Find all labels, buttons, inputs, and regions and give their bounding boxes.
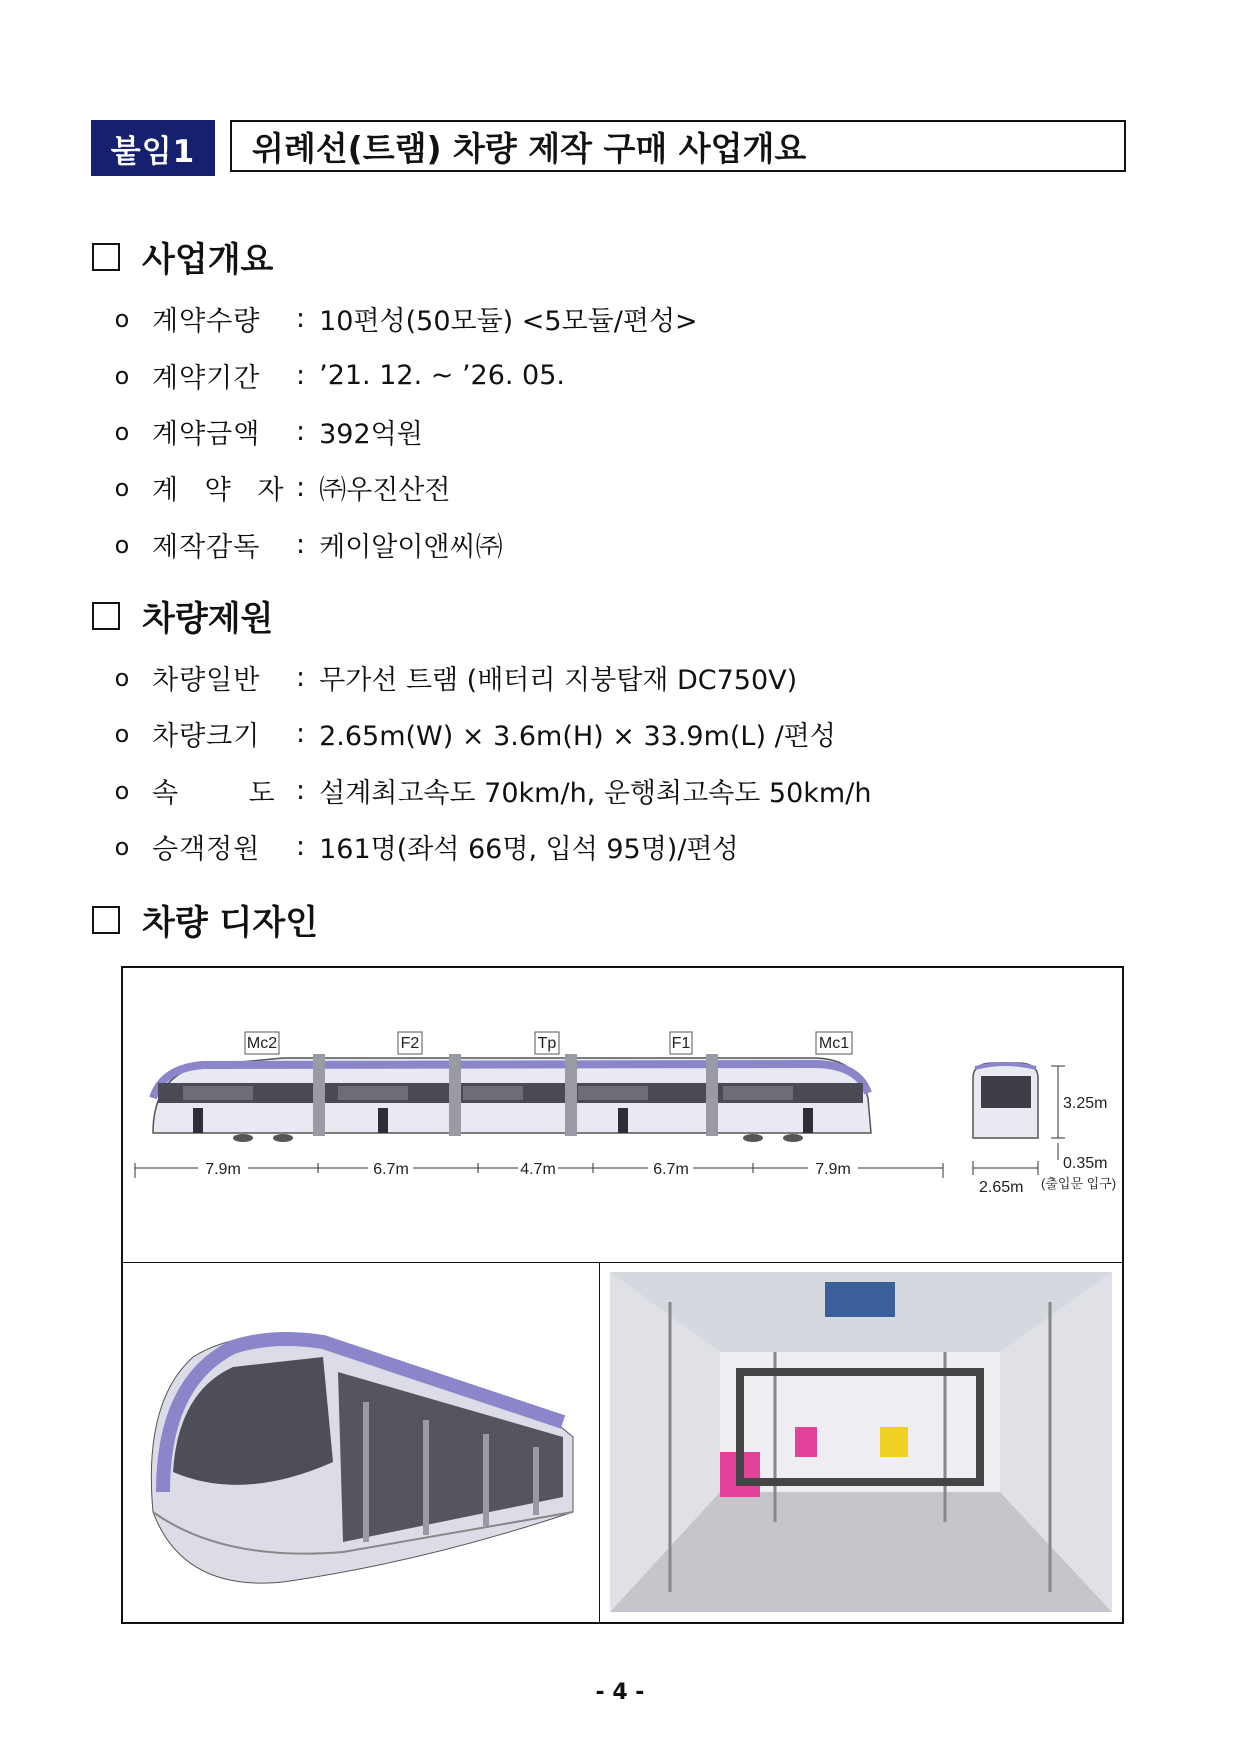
- page-title-text: 위례선(트램) 차량 제작 구매 사업개요: [252, 128, 807, 168]
- length-label: 4.7m: [520, 1161, 556, 1178]
- square-bullet-icon: [92, 906, 120, 934]
- tram-design-figure: [121, 966, 1124, 1624]
- item-label: 승객정원: [152, 834, 261, 865]
- circle-bullet-icon: o: [114, 473, 130, 502]
- front-step-note: (출입문 입구): [1041, 1176, 1117, 1191]
- list-item: [112, 412, 423, 451]
- item-value: 161명(좌석 66명, 입석 95명)/편성: [319, 834, 739, 865]
- item-label: 제작감독: [152, 532, 261, 563]
- list-item: [112, 827, 739, 866]
- item-value: 무가선 트램 (배터리 지붕탑재 DC750V): [319, 665, 798, 696]
- colon: :: [296, 472, 306, 503]
- square-bullet-icon: [92, 243, 120, 271]
- tram-exterior-illustration: [123, 1262, 600, 1622]
- item-label: 계약기간: [152, 363, 261, 394]
- attachment-badge: 붙임1: [91, 120, 215, 176]
- list-item: [112, 356, 565, 395]
- circle-bullet-icon: o: [114, 663, 130, 692]
- item-value: ’21. 12. ~ ’26. 05.: [319, 360, 565, 391]
- module-label: Mc1: [818, 1035, 850, 1052]
- colon: :: [296, 360, 306, 391]
- item-value: 설계최고속도 70km/h, 운행최고속도 50km/h: [319, 778, 872, 809]
- section-title: 차량제원: [142, 599, 274, 639]
- item-label: 차량크기: [152, 721, 261, 752]
- section-heading-design: [92, 895, 318, 944]
- item-value: 2.65m(W) × 3.6m(H) × 33.9m(L) /편성: [319, 721, 836, 752]
- list-item: [112, 525, 503, 564]
- module-label: F1: [671, 1035, 691, 1052]
- item-label: 차량일반: [152, 665, 261, 696]
- page-number: - 4 -: [595, 1680, 645, 1705]
- item-value: 10편성(50모듈) <5모듈/편성>: [319, 306, 698, 337]
- list-item: [112, 658, 797, 697]
- module-label: F2: [400, 1035, 420, 1052]
- tram-front-view: [973, 1063, 1065, 1175]
- colon: :: [296, 529, 306, 560]
- tram-interior-svg: [600, 1262, 1122, 1622]
- colon: :: [296, 831, 306, 862]
- colon: :: [296, 662, 306, 693]
- circle-bullet-icon: o: [114, 417, 130, 446]
- item-value: 392억원: [319, 419, 423, 450]
- module-label: Tp: [537, 1035, 557, 1052]
- colon: :: [296, 775, 306, 806]
- section-title: 사업개요: [142, 240, 274, 280]
- list-item: [112, 771, 871, 810]
- front-width-label: 2.65m: [979, 1179, 1024, 1196]
- front-step-label: 0.35m: [1063, 1155, 1108, 1172]
- length-label: 7.9m: [205, 1161, 241, 1178]
- tram-exterior-svg: [123, 1262, 599, 1622]
- section-heading-specs: [92, 591, 273, 640]
- tram-side-svg: [123, 968, 1122, 1262]
- list-item: [112, 468, 450, 507]
- page-title: [230, 120, 1126, 172]
- item-value: 케이알이앤씨㈜: [319, 532, 503, 563]
- length-label: 6.7m: [373, 1161, 409, 1178]
- circle-bullet-icon: o: [114, 361, 130, 390]
- colon: :: [296, 416, 306, 447]
- circle-bullet-icon: o: [114, 304, 130, 333]
- item-label: 계 약 자: [152, 475, 293, 506]
- module-label: Mc2: [246, 1035, 278, 1052]
- length-label: 7.9m: [815, 1161, 851, 1178]
- square-bullet-icon: [92, 602, 120, 630]
- item-value: ㈜우진산전: [319, 475, 451, 506]
- list-item: [112, 714, 836, 753]
- front-height-label: 3.25m: [1063, 1095, 1108, 1112]
- item-label: 속 도: [152, 778, 276, 809]
- colon: :: [296, 303, 306, 334]
- circle-bullet-icon: o: [114, 530, 130, 559]
- tram-body: [153, 1054, 871, 1142]
- item-label: 계약수량: [152, 306, 261, 337]
- colon: :: [296, 718, 306, 749]
- tram-side-diagram: [123, 968, 1122, 1263]
- circle-bullet-icon: o: [114, 776, 130, 805]
- section-title: 차량 디자인: [142, 903, 319, 943]
- list-item: [112, 299, 698, 338]
- item-label: 계약금액: [152, 419, 261, 450]
- section-heading-overview: [92, 232, 273, 281]
- tram-interior-illustration: [600, 1262, 1122, 1622]
- length-label: 6.7m: [653, 1161, 689, 1178]
- circle-bullet-icon: o: [114, 832, 130, 861]
- circle-bullet-icon: o: [114, 719, 130, 748]
